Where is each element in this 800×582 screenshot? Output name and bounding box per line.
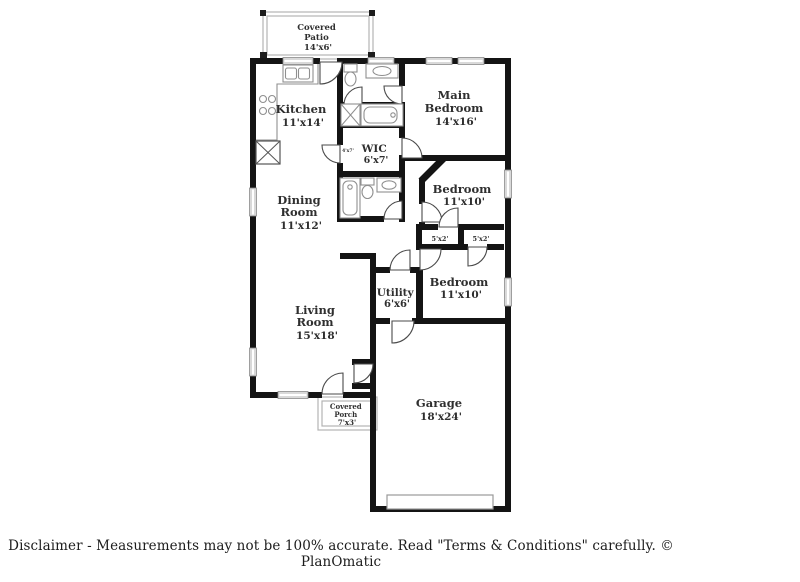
window bbox=[426, 58, 452, 65]
disclaimer-text: Disclaimer - Measurements may not be 100% accurate. Read "Terms & Conditions" carefully. © PlanOmatic bbox=[8, 538, 674, 570]
patio-post bbox=[369, 10, 375, 16]
utility-door-arc bbox=[390, 250, 410, 270]
toilet-icon bbox=[344, 64, 357, 86]
bathroom-sink2-icon bbox=[377, 178, 401, 192]
bathtub-icon bbox=[361, 104, 403, 126]
room-label-main-bedroom: Main Bedroom 14'x16' bbox=[424, 88, 484, 128]
bathroom-sink-icon bbox=[366, 64, 398, 78]
window bbox=[250, 188, 257, 216]
room-label-dining-room: Dining Room 11'x12' bbox=[277, 193, 322, 232]
room-label-kitchen: Kitchen 11'x14' bbox=[275, 102, 327, 129]
patio-post bbox=[260, 10, 266, 16]
window bbox=[458, 58, 484, 65]
bedroom3-door-arc bbox=[420, 249, 441, 270]
pantry-icon bbox=[256, 141, 280, 164]
tubroom-door-arc bbox=[344, 87, 362, 105]
window bbox=[505, 170, 512, 198]
window bbox=[505, 278, 512, 306]
room-label-covered-porch: Covered Porch 7'x3' bbox=[329, 402, 362, 427]
stove-icon bbox=[260, 96, 276, 115]
patio-post bbox=[260, 52, 267, 59]
bath1-door-arc bbox=[384, 86, 402, 104]
window bbox=[283, 58, 313, 65]
closet-left-door-arc bbox=[439, 208, 458, 227]
main-bedroom-door-arc bbox=[402, 138, 422, 158]
room-label-utility: Utility 6'x6' bbox=[376, 287, 414, 310]
room-label-bedroom-2: Bedroom 11'x10' bbox=[432, 182, 492, 208]
shower-icon bbox=[341, 104, 360, 126]
garage-door-arc bbox=[392, 321, 414, 343]
wic-door-arc bbox=[322, 145, 340, 163]
front-door-arc bbox=[322, 373, 343, 394]
window bbox=[278, 392, 308, 399]
kitchen-sink-icon bbox=[283, 65, 313, 82]
window bbox=[250, 348, 257, 376]
room-label-covered-patio: Covered Patio 14'x6' bbox=[297, 23, 336, 53]
room-label-bedroom-3: Bedroom 11'x10' bbox=[429, 275, 489, 301]
room-label-closet-right: 5'x2' bbox=[472, 235, 490, 243]
toilet2-icon bbox=[361, 178, 374, 199]
room-label-living-room: Living Room 15'x18' bbox=[295, 303, 338, 342]
room-label-hall-nook: 4'x7' bbox=[342, 149, 354, 154]
room-label-garage: Garage 18'x24' bbox=[415, 396, 463, 423]
bedroom2-door-arc bbox=[422, 202, 442, 222]
bathtub2-icon bbox=[340, 178, 360, 218]
room-label-closet-left: 5'x2' bbox=[431, 235, 449, 243]
room-label-wic: WIC 6'x7' bbox=[361, 143, 389, 166]
bath2-door-arc bbox=[384, 201, 402, 219]
garage-door bbox=[387, 495, 493, 509]
closet-right-door-arc bbox=[468, 247, 487, 266]
